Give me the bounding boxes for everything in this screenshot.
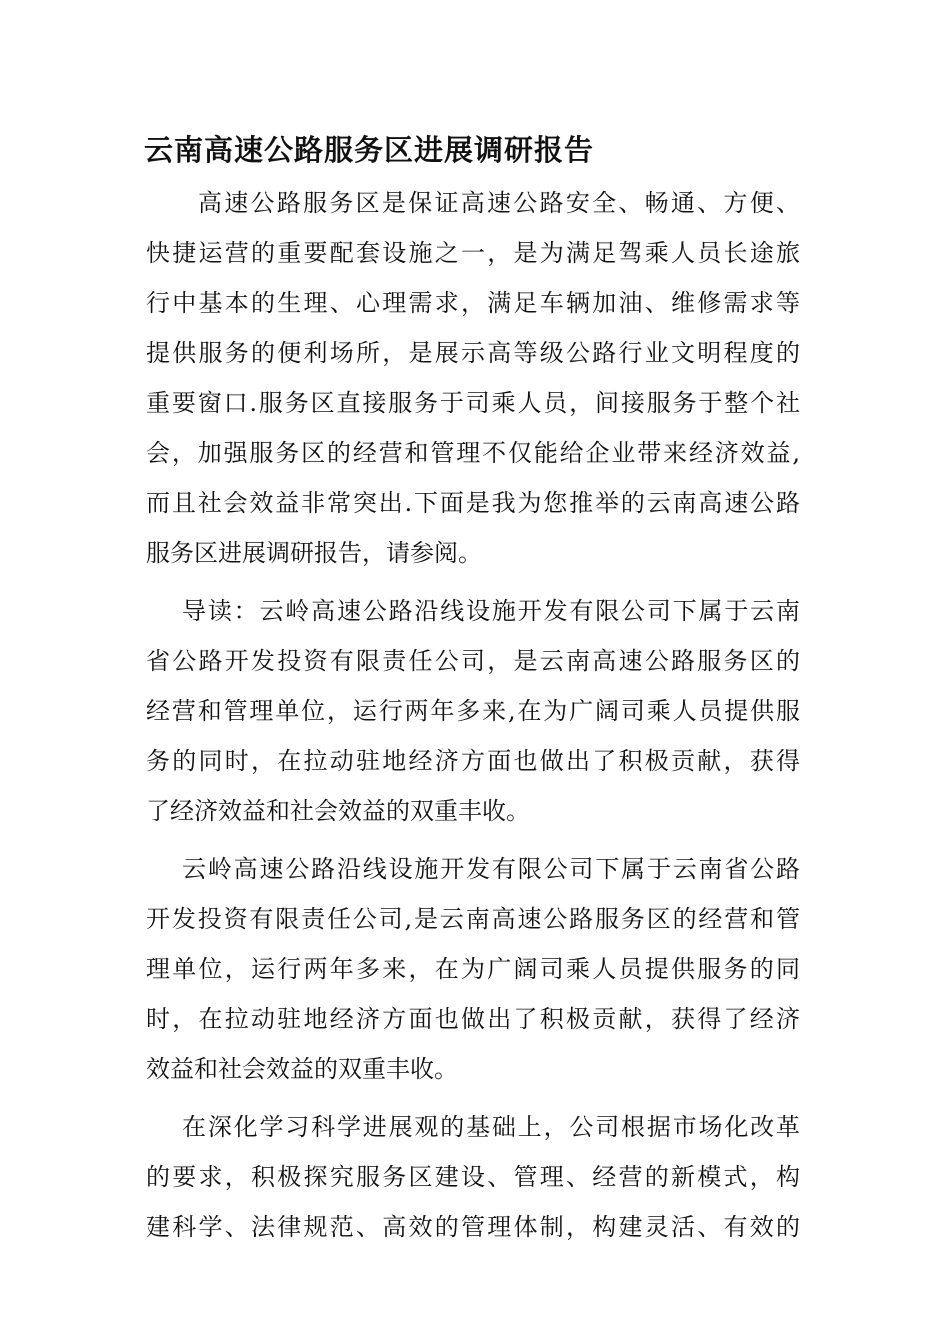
- paragraph-line: 务的同时，在拉动驻地经济方面也做出了积极贡献，获得: [146, 747, 800, 775]
- paragraph-line: 建科学、法律规范、高效的管理体制，构建灵活、有效的: [146, 1213, 800, 1241]
- paragraph-line: 服务区进展调研报告，请参阅。: [146, 539, 482, 567]
- paragraph-line: 开发投资有限责任公司,是云南高速公路服务区的经营和管: [146, 905, 800, 933]
- paragraph-line: 经营和管理单位，运行两年多来,在为广阔司乘人员提供服: [146, 697, 800, 725]
- paragraph-line: 云岭高速公路沿线设施开发有限公司下属于云南省公路: [182, 855, 800, 883]
- paragraph-line: 理单位，运行两年多来，在为广阔司乘人员提供服务的同: [146, 955, 800, 983]
- paragraph-line: 效益和社会效益的双重丰收。: [146, 1055, 458, 1083]
- paragraph-line: 会，加强服务区的经营和管理不仅能给企业带来经济效益,: [146, 439, 800, 467]
- paragraph-line: 时，在拉动驻地经济方面也做出了积极贡献，获得了经济: [146, 1005, 800, 1033]
- paragraph-line: 导读：云岭高速公路沿线设施开发有限公司下属于云南: [182, 597, 800, 625]
- paragraph-intro: [146, 178, 800, 578]
- paragraph-company: [146, 844, 800, 1094]
- paragraph-reform: [146, 1102, 800, 1252]
- paragraph-line: 提供服务的便利场所，是展示高等级公路行业文明程度的: [146, 339, 800, 367]
- document-title: 云南高速公路服务区进展调研报告: [144, 133, 595, 167]
- paragraph-line: 重要窗口.服务区直接服务于司乘人员，间接服务于整个社: [146, 389, 800, 417]
- paragraph-guide: [146, 586, 800, 836]
- paragraph-line: 高速公路服务区是保证高速公路安全、畅通、方便、: [198, 189, 800, 217]
- paragraph-line: 的要求，积极探究服务区建设、管理、经营的新模式，构: [146, 1163, 800, 1191]
- paragraph-line: 快捷运营的重要配套设施之一，是为满足驾乘人员长途旅: [146, 239, 800, 267]
- paragraph-line: 了经济效益和社会效益的双重丰收。: [146, 797, 530, 825]
- document-page: [146, 128, 800, 1260]
- paragraph-line: 在深化学习科学进展观的基础上，公司根据市场化改革: [182, 1113, 800, 1141]
- paragraph-line: 行中基本的生理、心理需求，满足车辆加油、维修需求等: [146, 289, 800, 317]
- paragraph-line: 而且社会效益非常突出.下面是我为您推举的云南高速公路: [146, 489, 800, 517]
- paragraph-line: 省公路开发投资有限责任公司，是云南高速公路服务区的: [146, 647, 800, 675]
